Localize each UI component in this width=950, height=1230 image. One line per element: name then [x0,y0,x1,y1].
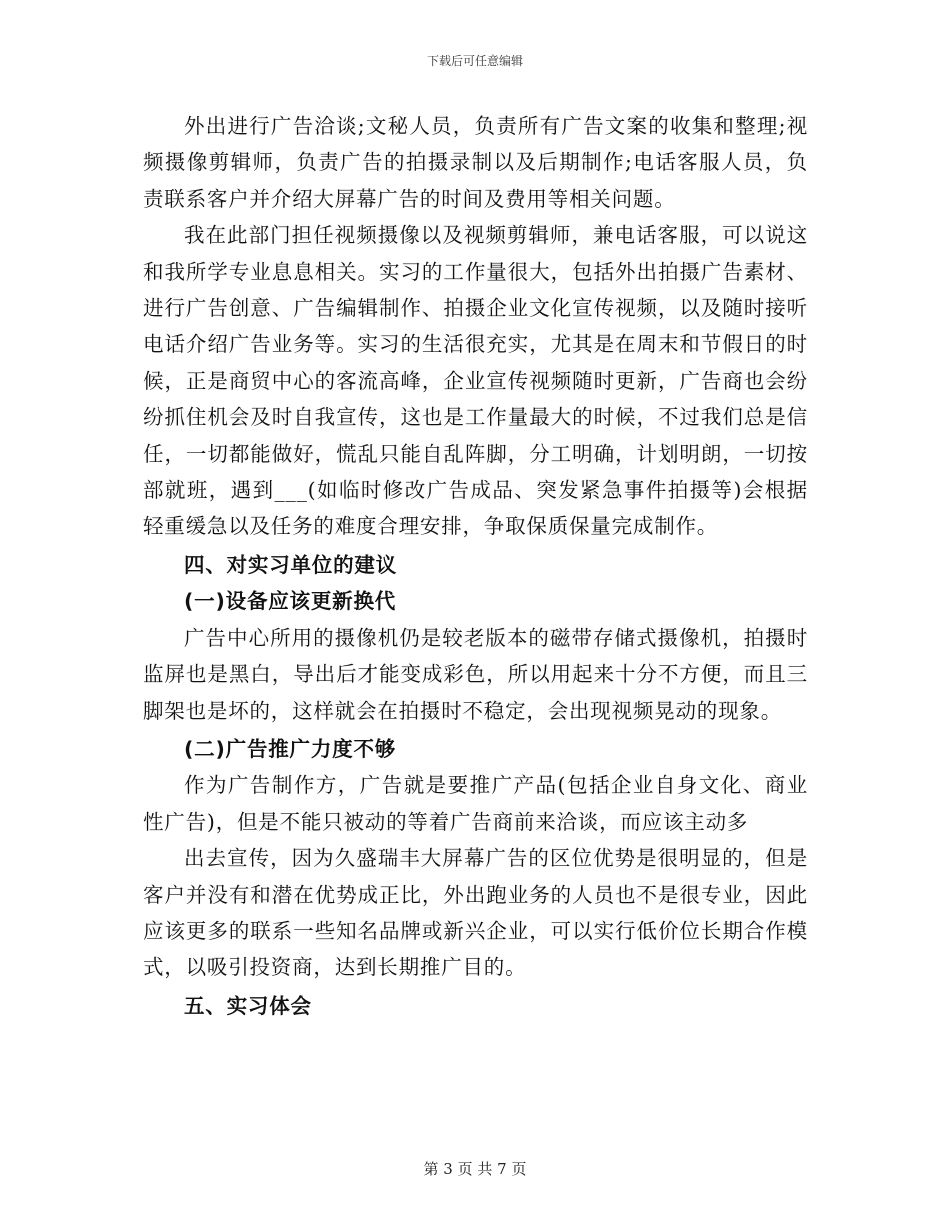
paragraph-equipment: 广告中心所用的摄像机仍是较老版本的磁带存储式摄像机，拍摄时监屏也是黑白，导出后才能变成彩色，所以用起来十分不方便，而且三脚架也是坏的，这样就会在拍摄时不稳定，会出现视频晃动的现象。 [143,625,808,723]
paragraph-my-role: 我在此部门担任视频摄像以及视频剪辑师，兼电话客服，可以说这和我所学专业息息相关。实习的工作量很大，包括外出拍摄广告素材、进行广告创意、广告编辑制作、拍摄企业文化宣传视频，以及随时接听电话介绍广告业务等。实习的生活很充实，尤其是在周末和节假日的时候，正是商贸中心的客流高峰，企业宣传视频随时更新，广告商也会纷纷抓住机会及时自我宣传，这也是工作量最大的时候，不过我们总是信任，一切都能做好，慌乱只能自乱阵脚，分工明确，计划明朗，一切按部就班，遇到___(如临时修改广告成品、突发紧急事件拍摄等)会根据轻重缓急以及任务的难度合理安排，争取保质保量完成制作。 [143,223,808,539]
page-number: 第 3 页 共 7 页 [423,1160,527,1178]
document-body [143,108,808,1024]
paragraph-staff-roles: 外出进行广告洽谈;文秘人员，负责所有广告文案的收集和整理;视频摄像剪辑师，负责广告的拍摄录制以及后期制作;电话客服人员，负责联系客户并介绍大屏幕广告的时间及费用等相关问题。 [143,114,808,211]
section-heading-experience: 五、实习体会 [184,993,312,1018]
subheading-equipment: (一)设备应该更新换代 [184,589,397,614]
paragraph-promotion: 作为广告制作方，广告就是要推广产品(包括企业自身文化、商业性广告)，但是不能只被动的等着广告商前来洽谈，而应该主动多 [143,773,808,834]
page-header: 下载后可任意编辑 [426,54,523,68]
subheading-promotion: (二)广告推广力度不够 [184,736,397,761]
section-heading-suggestions: 四、对实习单位的建议 [184,552,397,577]
paragraph-promotion-continued: 出去宣传，因为久盛瑞丰大屏幕广告的区位优势是很明显的，但是客户并没有和潜在优势成正比，外出跑业务的人员也不是很专业，因此应该更多的联系一些知名品牌或新兴企业，可以实行低价位长期合作模式，以吸引投资商，达到长期推广目的。 [143,846,808,980]
